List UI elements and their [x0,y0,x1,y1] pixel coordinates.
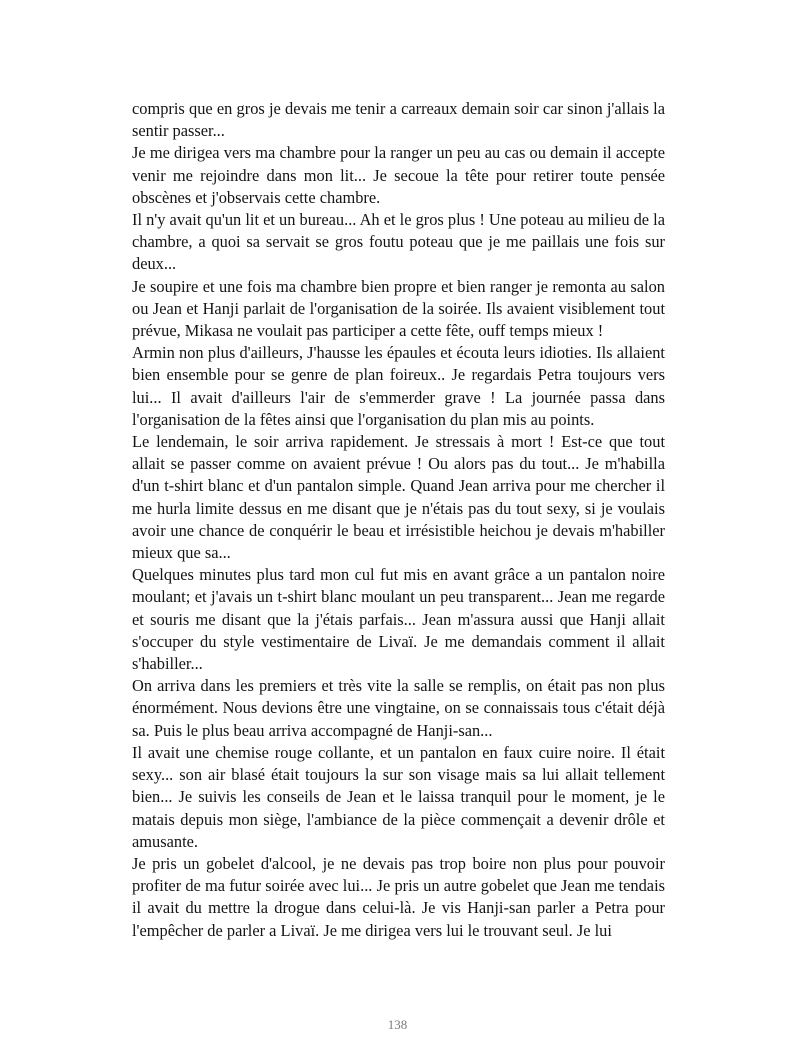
paragraph: Le lendemain, le soir arriva rapidement. Je stressais à mort ! Est-ce que tout allait se passer comme on avaient prévue ! Ou alors pas du tout... Je m'habilla d'un t-shirt blanc et d'un pantalon simple. Quand Jean arriva pour me chercher il me hurla limite dessus en me disant que je n'étais pas du tout sexy, si je voulais avoir une chance de conquérir le beau et irrésistible heichou je devais m'habiller mieux que sa... [132,432,665,563]
body-text [132,98,665,942]
paragraph: Je pris un gobelet d'alcool, je ne devais pas trop boire non plus pour pouvoir profiter de ma futur soirée avec lui... Je pris un autre gobelet que Jean me tendais il avait du mettre la drogue dans celui-là. Je vis Hanji-san parler a Petra pour l'empêcher de parler a Livaï. Je me dirigea vers lui le trouvant seul. Je lui [132,853,665,940]
paragraph: Armin non plus d'ailleurs, J'hausse les épaules et écouta leurs idioties. Ils allaient bien ensemble pour se genre de plan foireux.. Je regardais Petra toujours vers lui... Il avait d'ailleurs l'air de s'emmerder grave ! La journée passa dans l'organisation de la fêtes ainsi que l'organisation du plan mis au points. [132,343,665,429]
paragraph: Il avait une chemise rouge collante, et un pantalon en faux cuire noire. Il était sexy... son air blasé était toujours la sur son visage mais sa lui allait tellement bien... Je suivis les conseils de Jean et le laissa tranquil pour le moment, je le matais depuis mon siège, l'ambiance de la pièce commençait a devenir drôle et amusante. [132,742,665,851]
paragraph: On arriva dans les premiers et très vite la salle se remplis, on était pas non plus énormément. Nous devions être une vingtaine, on se connaissais tous c'était déjà sa. Puis le plus beau arriva accompagné de Hanji-san... [132,676,665,740]
paragraph: Il n'y avait qu'un lit et un bureau... Ah et le gros plus ! Une poteau au milieu de la chambre, a quoi sa servait se gros foutu poteau que je me paillais une fois sur deux... [132,210,666,274]
paragraph: Je me dirigea vers ma chambre pour la ranger un peu au cas ou demain il accepte venir me rejoindre dans mon lit... Je secoue la tête pour retirer toute pensée obscènes et j'observais cette chambre. [132,143,665,207]
paragraph: Je soupire et une fois ma chambre bien propre et bien ranger je remonta au salon ou Jean et Hanji parlait de l'organisation de la soirée. Ils avaient visiblement tout prévue, Mikasa ne voulait pas participer a cette fête, ouff temps mieux ! [132,276,665,341]
page-number: 138 [387,1017,408,1032]
paragraph: compris que en gros je devais me tenir a carreaux demain soir car sinon j'allais la sentir passer... [132,99,665,141]
paragraph: Quelques minutes plus tard mon cul fut mis en avant grâce a un pantalon noire moulant; et j'avais un t-shirt blanc moulant un peu transparent... Jean me regarde et souris me disant que la j'étais parfais... Jean m'assura aussi que Hanji allait s'occuper du style vestimentaire de Livaï. Je me demandais comment il allait s'habiller... [132,565,665,674]
